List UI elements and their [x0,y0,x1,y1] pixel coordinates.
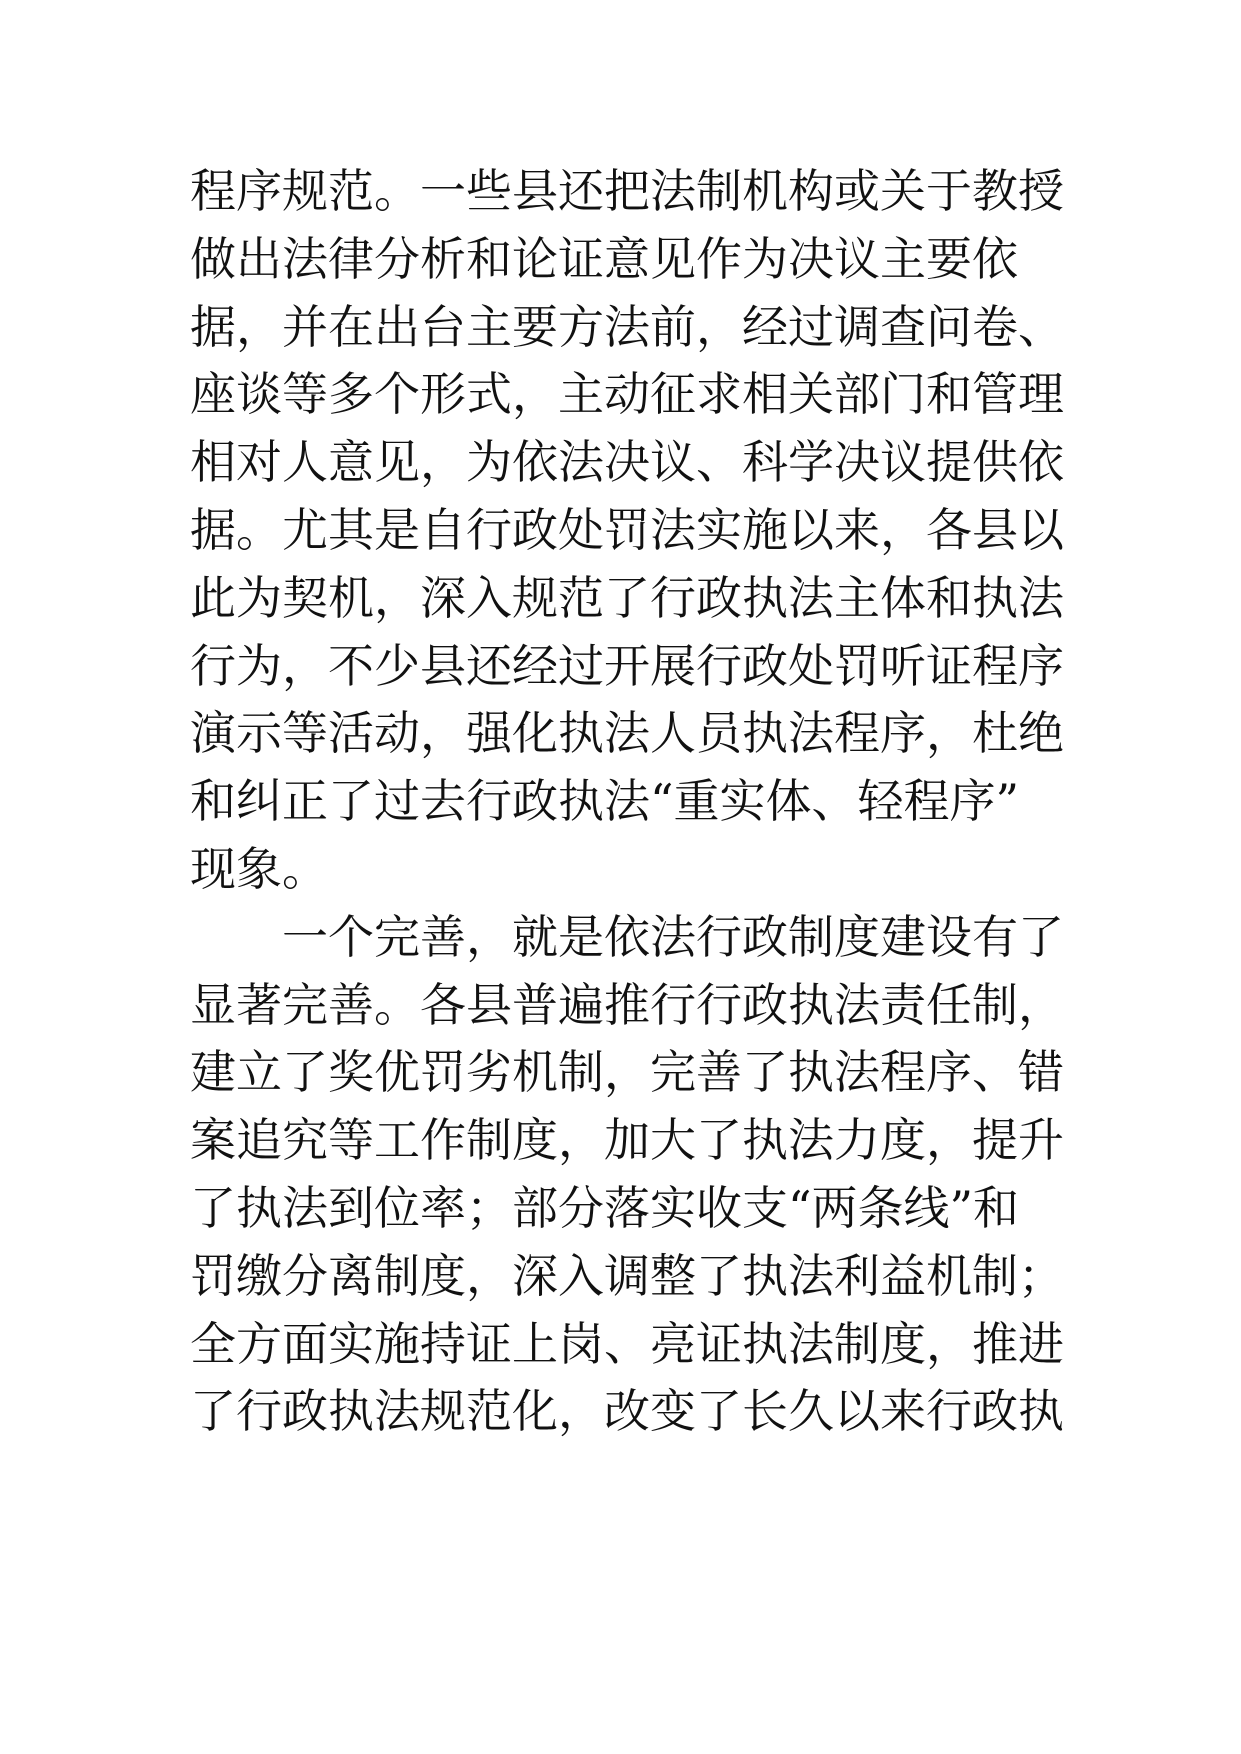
text-line: 建立了奖优罚劣机制，完善了执法程序、错 [190,1045,1064,1100]
text-line: 据，并在出台主要方法前，经过调查问卷、 [190,299,1064,354]
text-line: 据。尤其是自行政处罚法实施以来，各县以 [190,502,1064,557]
text-line: 行为，不少县还经过开展行政处罚听证程序 [190,638,1064,693]
text-line: 和纠正了过去行政执法“重实体、轻程序” [190,774,1020,829]
text-line: 显著完善。各县普遍推行行政执法责任制， [190,977,1064,1032]
text-line: 此为契机，深入规范了行政执法主体和执法 [190,570,1064,625]
text-line: 了执法到位率；部分落实收支“两条线”和 [190,1180,1020,1235]
text-line: 了行政执法规范化，改变了长久以来行政执 [190,1384,1064,1439]
text-line: 案追究等工作制度，加大了执法力度，提升 [190,1113,1064,1168]
text-line: 全方面实施持证上岗、亮证执法制度，推进 [190,1316,1064,1371]
text-line: 演示等活动，强化执法人员执法程序，杜绝 [190,706,1064,761]
body-text [190,158,1090,1446]
text-line: 做出法律分析和论证意见作为决议主要依 [190,231,1018,286]
text-line: 程序规范。一些县还把法制机构或关于教授 [190,164,1064,218]
text-line: 相对人意见，为依法决议、科学决议提供依 [190,435,1064,490]
paragraph-start-line: 一个完善，就是依法行政制度建设有了 [282,909,1064,964]
text-line: 罚缴分离制度，深入调整了执法利益机制； [190,1248,1064,1303]
text-line: 现象。 [190,841,328,896]
text-line: 座谈等多个形式，主动征求相关部门和管理 [190,367,1064,422]
